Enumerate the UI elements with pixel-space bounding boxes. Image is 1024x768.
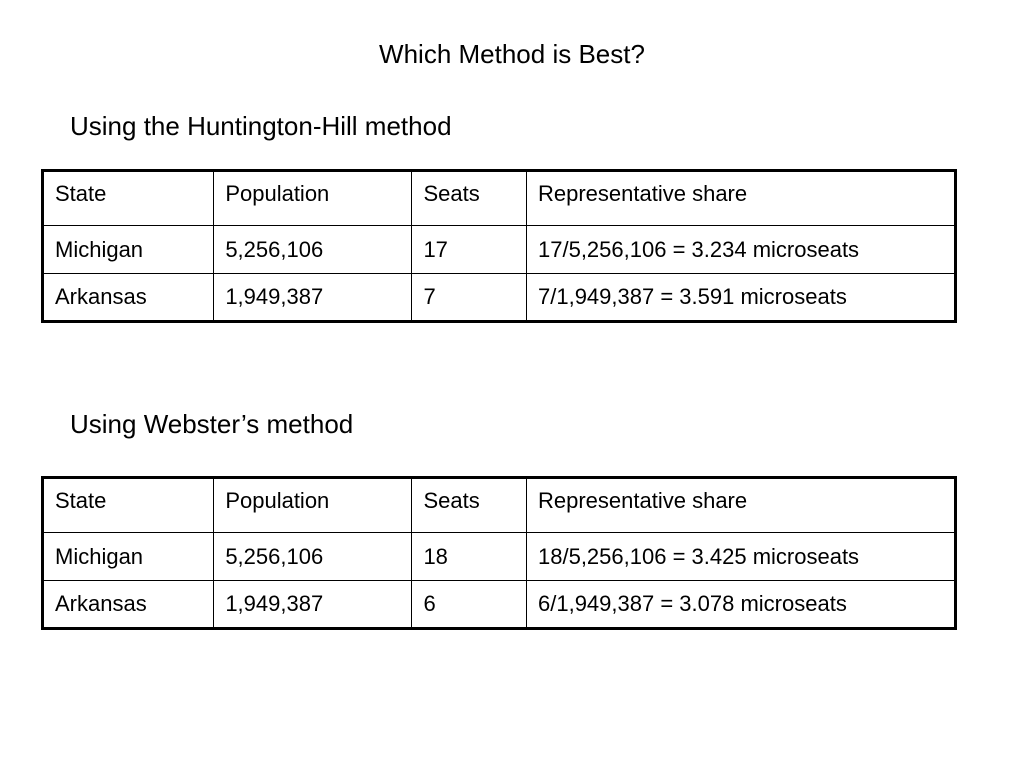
cell-seats: 7 <box>412 274 527 322</box>
column-header-representative-share: Representative share <box>527 171 956 226</box>
cell-state: Michigan <box>43 533 214 581</box>
column-header-population: Population <box>214 171 412 226</box>
cell-representative-share: 7/1,949,387 = 3.591 microseats <box>527 274 956 322</box>
cell-representative-share: 18/5,256,106 = 3.425 microseats <box>527 533 956 581</box>
table-header-row <box>43 478 956 533</box>
table-header-row <box>43 171 956 226</box>
cell-seats: 17 <box>412 226 527 274</box>
column-header-representative-share: Representative share <box>527 478 956 533</box>
cell-population: 5,256,106 <box>214 533 412 581</box>
cell-representative-share: 17/5,256,106 = 3.234 microseats <box>527 226 956 274</box>
table-row <box>43 274 956 322</box>
section-heading-webster: Using Webster’s method <box>70 409 354 439</box>
huntington-hill-table <box>41 169 957 323</box>
webster-table <box>41 476 957 630</box>
column-header-seats: Seats <box>412 478 527 533</box>
table-row <box>43 581 956 629</box>
cell-representative-share: 6/1,949,387 = 3.078 microseats <box>527 581 956 629</box>
cell-state: Arkansas <box>43 274 214 322</box>
column-header-seats: Seats <box>412 171 527 226</box>
cell-population: 1,949,387 <box>214 274 412 322</box>
table-row <box>43 226 956 274</box>
cell-state: Michigan <box>43 226 214 274</box>
slide-title: Which Method is Best? <box>379 39 645 69</box>
cell-population: 5,256,106 <box>214 226 412 274</box>
column-header-state: State <box>43 478 214 533</box>
cell-population: 1,949,387 <box>214 581 412 629</box>
column-header-population: Population <box>214 478 412 533</box>
cell-seats: 18 <box>412 533 527 581</box>
cell-state: Arkansas <box>43 581 214 629</box>
section-heading-huntington-hill: Using the Huntington-Hill method <box>70 111 452 141</box>
table-row <box>43 533 956 581</box>
cell-seats: 6 <box>412 581 527 629</box>
column-header-state: State <box>43 171 214 226</box>
